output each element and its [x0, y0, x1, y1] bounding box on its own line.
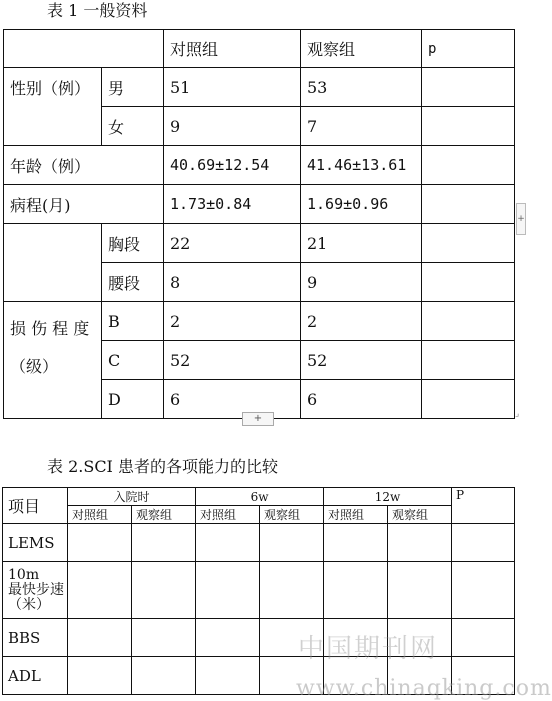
watermark-chinese: 中国期刊网: [298, 634, 439, 664]
waist-p: [422, 263, 515, 302]
cell: [196, 562, 260, 619]
course-control: 1.73±0.84: [164, 185, 301, 224]
sub-observation-1: 观察组: [132, 506, 196, 524]
cell: [452, 524, 515, 562]
grade-b-p: [422, 302, 515, 341]
p-header: P: [452, 488, 515, 524]
row-lems: LEMS: [3, 524, 68, 562]
table-resize-handle[interactable]: ⌟: [515, 409, 520, 419]
header-p: p: [422, 30, 515, 68]
waist-label: 腰段: [102, 263, 164, 302]
group-12w: 12w: [324, 488, 452, 506]
add-column-button[interactable]: +: [516, 203, 526, 235]
sub-control-1: 对照组: [68, 506, 132, 524]
header-blank: [4, 30, 164, 68]
cell: [388, 524, 452, 562]
group-admission: 入院时: [68, 488, 196, 506]
location-blank: [4, 224, 102, 302]
general-info-table: [3, 29, 515, 419]
table1-caption: 表 1 一般资料: [47, 1, 148, 20]
row-bbs: BBS: [3, 619, 68, 657]
cell: [196, 619, 260, 657]
sub-control-2: 对照组: [196, 506, 260, 524]
grade-c-control: 52: [164, 341, 301, 380]
cell: [132, 657, 196, 695]
grade-d-label: D: [102, 380, 164, 419]
waist-observation: 9: [301, 263, 422, 302]
sub-observation-3: 观察组: [388, 506, 452, 524]
male-observation: 53: [301, 68, 422, 107]
grade-c-observation: 52: [301, 341, 422, 380]
header-control: 对照组: [164, 30, 301, 68]
item-header: 项目: [3, 488, 68, 524]
grade-b-observation: 2: [301, 302, 422, 341]
injury-label-line1: 损 伤 程 度: [10, 319, 90, 338]
female-observation: 7: [301, 107, 422, 146]
row-adl: ADL: [3, 657, 68, 695]
male-p: [422, 68, 515, 107]
cell: [260, 524, 324, 562]
watermark-url: www.chinaqking.com: [296, 676, 552, 701]
grade-c-p: [422, 341, 515, 380]
cell: [452, 562, 515, 619]
header-observation: 观察组: [301, 30, 422, 68]
cell: [452, 619, 515, 657]
age-control: 40.69±12.54: [164, 146, 301, 185]
chest-p: [422, 224, 515, 263]
course-p: [422, 185, 515, 224]
cell: [388, 562, 452, 619]
female-p: [422, 107, 515, 146]
sub-observation-2: 观察组: [260, 506, 324, 524]
male-label: 男: [102, 68, 164, 107]
chest-label: 胸段: [102, 224, 164, 263]
grade-b-control: 2: [164, 302, 301, 341]
group-6w: 6w: [196, 488, 324, 506]
cell: [132, 562, 196, 619]
grade-d-p: [422, 380, 515, 419]
female-control: 9: [164, 107, 301, 146]
injury-label: [4, 302, 102, 419]
cell: [132, 619, 196, 657]
cell: [324, 562, 388, 619]
injury-label-line2: （级）: [10, 357, 59, 376]
ability-comparison-table: [2, 487, 515, 695]
sex-label: 性别（例）: [4, 68, 102, 146]
chest-control: 22: [164, 224, 301, 263]
add-row-button[interactable]: +: [242, 412, 274, 426]
cell: [196, 524, 260, 562]
table2-caption: 表 2.SCI 患者的各项能力的比较: [47, 457, 278, 476]
male-control: 51: [164, 68, 301, 107]
grade-d-control: 6: [164, 380, 301, 419]
cell: [68, 524, 132, 562]
grade-b-label: B: [102, 302, 164, 341]
sub-control-3: 对照组: [324, 506, 388, 524]
cell: [260, 562, 324, 619]
cell: [196, 657, 260, 695]
waist-control: 8: [164, 263, 301, 302]
female-label: 女: [102, 107, 164, 146]
cell: [68, 562, 132, 619]
course-observation: 1.69±0.96: [301, 185, 422, 224]
course-label: 病程(月): [4, 185, 164, 224]
age-label: 年龄（例）: [4, 146, 164, 185]
cell: [132, 524, 196, 562]
cell: [324, 524, 388, 562]
row-walking-speed: 10m 最快步速（米）: [3, 562, 68, 619]
age-observation: 41.46±13.61: [301, 146, 422, 185]
cell: [68, 657, 132, 695]
chest-observation: 21: [301, 224, 422, 263]
age-p: [422, 146, 515, 185]
grade-d-observation: 6: [301, 380, 422, 419]
cell: [68, 619, 132, 657]
grade-c-label: C: [102, 341, 164, 380]
